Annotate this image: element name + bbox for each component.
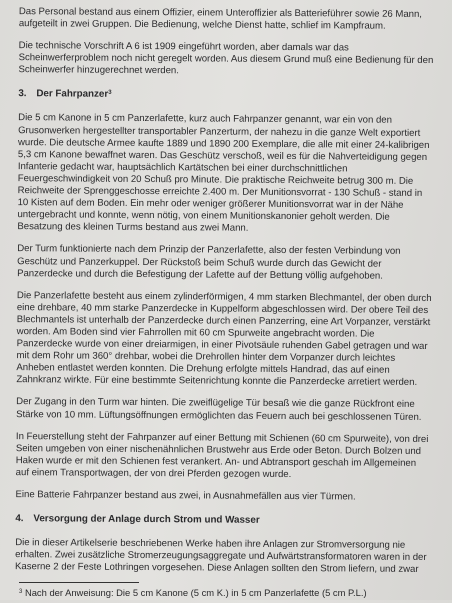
footnote [19,587,367,601]
paragraph-turret-principle: Der Turm funktionierte nach dem Prinzip der Panzerlafette, also der festen Verbindung von Geschütz und Panzerkuppel. Der Rückstoß beim Schuß wurde durch das Gewicht der Panzerdecke und durch die Befestigung der Lafette auf der Bettung völlig aufgehoben. [17,243,401,282]
section-number: 4. [15,513,24,525]
paragraph-personnel: Das Personal bestand aus einem Offizier, einem Unteroffizier als Batterieführer sowie 26 Mann, aufgeteilt in zwei Gruppen. Die Bedienung, welche Dienst hatte, schlief im Kampfraum. [18,6,422,32]
section-number: 3. [18,88,27,100]
footnote-mark: 3 [19,589,23,595]
section-title: Versorgung der Anlage durch Strom und Wasser [33,513,260,526]
footnote-divider [19,582,139,583]
paragraph-power-supply: Die in dieser Artikelserie beschriebenen Werke haben ihre Anlagen zur Stromversorgung nie erhalten. Zwei zusätzliche Stromerzeugungsaggregate und Aufwärtstransformatoren waren in der Kaserne 2 der Feste Lothringen vorgesehen. Diese Anlagen sollten den Strom liefern, und zwar [15,537,427,576]
paragraph-battery: Eine Batterie Fahrpanzer bestand aus zwei, in Ausnahmefällen aus vier Türmen. [15,489,356,503]
footnote-text: Nach der Anweisung: Die 5 cm Kanone (5 cm K.) in 5 cm Panzerlafette (5 cm P.L.) [24,587,367,598]
paragraph-cannon-description: Die 5 cm Kanone in 5 cm Panzerlafette, kurz auch Fahrpanzer genannt, war ein von den Grusonwerken hergestellter transportabler Panzerturm, der nahezu in die ganze Welt exportiert wurde. Die deutsche Armee kaufte 1889 und 1890 200 Exemplare, die alle mit einer 24-kalibrigen 5,3 cm Kanone bewaffnet waren. Das Geschütz verschoß, weil es für die Nahverteidigung gegen Infanterie gedacht war, hauptsächlich Kartätschen bei einer durchschnittlichen Feuergeschwindigkeit von 20 Schuß pro Minute. Die praktische Reichweite betrug 300 m. Die Reichweite der Sprenggeschosse erreichte 2.400 m. Der Munitionsvorrat - 130 Schuß - stand in 10 Kisten auf dem Boden. Ein mehr oder weniger größerer Munitionsvorrat war in der Nähe untergebracht und konnte, wenn nötig, von einem Munitionskanonier geholt werden. Die Besatzung des kleinen Turms bestand aus zwei Mann. [17,112,430,235]
paragraph-technical-regulation: Die technische Vorschrift A 6 ist 1909 eingeführt worden, aber damals war das Scheinwerferproblem noch nicht geregelt worden. Aus diesem Grund muß eine Bedienung für den Scheinwerfer hinzugerechnet werden. [18,40,434,77]
footnote-reference: 3 [108,90,112,97]
section-title: Der Fahrpanzer [36,88,109,101]
paragraph-turret-access: Der Zugang in den Turm war hinten. Die zweiflügelige Tür besaß wie die ganze Rückfront eine Stärke von 10 mm. Lüftungsöffnungen ermöglichten das Feuern auch bei geschlossenen Türen. [16,396,422,423]
paragraph-panzerlafette-construction: Die Panzerlafette besteht aus einem zylinderförmigen, 4 mm starken Blechmantel, der oben durch eine drehbare, 40 mm starke Panzerdecke in Kuppelform abgeschlossen wird. Der obere Teil des Blechmantels ist unterhalb der Panzerdecke durch einen Panzerring, eine Art Vorpanzer, verstärkt worden. Am Boden sind vier Fahrrollen mit 60 cm Spurweite angebracht worden. Die Panzerdecke wurde von einer dreiarmigen, in einer Pivotsäule ruhenden Gabel getragen und war mit dem Rohr um 360° drehbar, wobei die Drehrollen hinter dem Vorpanzer durch leichtes Anheben entlastet werden konnten. Die Drehung erfolgte mittels Handrad, das auf einen Zahnkranz wirkte. Für eine bestimmte Seitenrichtung konnte die Panzerdecke arretiert werden. [16,289,432,389]
paragraph-firing-position: In Feuerstellung steht der Fahrpanzer auf einer Bettung mit Schienen (60 cm Spurweite), von drei Seiten umgeben von einer nischenähnlichen Brustwehr aus Erde oder Beton. Durch Bolzen und Haken wurde er mit den Schienen fest verankert. An- und Abtransport geschah im Allgemeinen auf einem Transportwagen, der von drei Pferden gezogen wurde. [15,430,429,480]
